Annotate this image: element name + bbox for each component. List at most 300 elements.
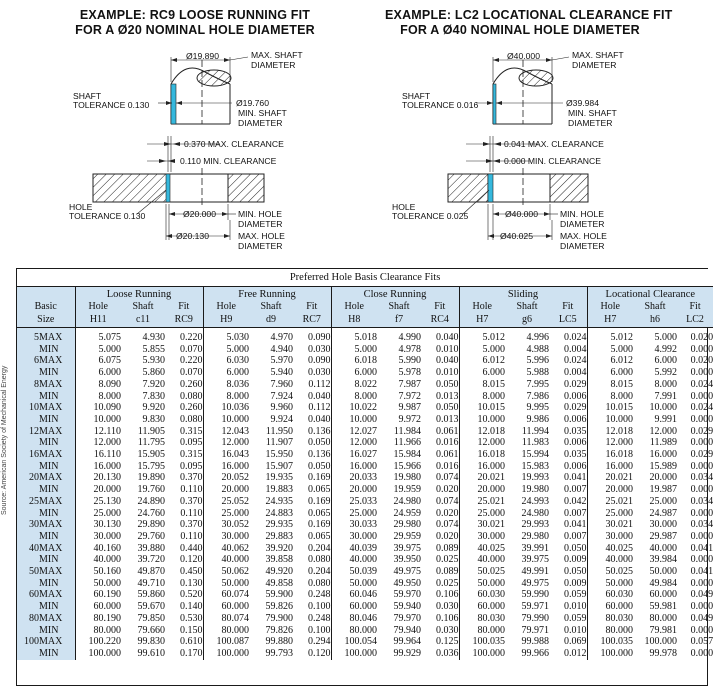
shaft-cell: 16.000 — [649, 449, 677, 461]
hole-cell: 40.025 — [459, 543, 505, 555]
fit-cell: 0.000 — [690, 484, 713, 496]
shaft-cell: 11.795 — [137, 437, 165, 449]
hole-cell: 16.000 — [203, 461, 249, 473]
hole-cell: 20.000 — [75, 484, 121, 496]
table-row — [17, 589, 713, 601]
hole-cell: 100.000 — [587, 648, 633, 660]
example-rc9-title-line2: FOR A Ø20 NOMINAL HOLE DIAMETER — [75, 23, 315, 37]
rc9-min-shaft-label1: MIN. SHAFT — [238, 108, 287, 118]
shaft-cell: 19.980 — [393, 472, 421, 484]
fit-cell: 0.050 — [436, 402, 459, 414]
table-row — [17, 472, 713, 484]
shaft-cell: 5.988 — [526, 367, 549, 379]
table-row — [17, 578, 713, 590]
hole-cell: 8.000 — [331, 391, 377, 403]
shaft-cell: 29.959 — [393, 530, 421, 542]
hole-cell: 60.074 — [203, 589, 249, 601]
lc2-min-clearance: 0.000 MIN. CLEARANCE — [504, 156, 601, 166]
basic-size-cell — [17, 484, 39, 496]
hole-cell: 8.090 — [75, 379, 121, 391]
header-fit-label: Fit — [421, 301, 459, 313]
fit-cell: 0.050 — [564, 566, 587, 578]
rc9-shaft — [171, 60, 231, 124]
table-row — [17, 613, 713, 625]
hole-cell: 60.000 — [331, 601, 377, 613]
basic-size-cell: 12 — [17, 426, 39, 438]
shaft-cell: 10.000 — [649, 402, 677, 414]
hole-cell: 20.021 — [459, 472, 505, 484]
group-free-running: Free Running — [203, 287, 331, 302]
shaft-cell: 80.000 — [649, 612, 677, 624]
fit-cell: 0.065 — [308, 530, 331, 542]
table-row — [17, 367, 713, 379]
shaft-cell: 7.995 — [526, 378, 549, 390]
shaft-cell: 29.883 — [265, 530, 293, 542]
basic-size-cell: 60 — [17, 589, 39, 601]
shaft-cell: 59.970 — [393, 589, 421, 601]
fit-cell: 0.013 — [436, 413, 459, 425]
shaft-cell: 49.710 — [137, 577, 165, 589]
rc9-min-hole-label2: DIAMETER — [238, 219, 283, 229]
shaft-cell: 49.975 — [521, 577, 549, 589]
header-hole-designation: H7 — [587, 313, 633, 328]
header-fit-label: Fit — [549, 301, 587, 313]
hole-cell: 6.000 — [587, 367, 633, 379]
shaft-cell: 11.950 — [265, 425, 293, 437]
shaft-cell: 7.830 — [142, 390, 165, 402]
source-note: Source: American Society of Mechanical Energy — [1, 365, 8, 515]
hole-cell: 5.012 — [459, 328, 505, 344]
table-row — [17, 508, 713, 520]
shaft-cell: 5.000 — [654, 332, 677, 343]
rc9-max-shaft-label1: MAX. SHAFT — [251, 50, 303, 60]
fit-cell: 0.000 — [690, 601, 713, 613]
shaft-cell: 39.950 — [393, 554, 421, 566]
hole-cell: 40.160 — [75, 543, 121, 555]
max-min-cell: MAX — [39, 449, 75, 461]
table-row — [17, 601, 713, 613]
shaft-cell: 15.907 — [265, 460, 293, 472]
max-min-cell: MAX — [39, 328, 75, 344]
fit-cell: 0.006 — [564, 390, 587, 402]
fit-cell: 0.007 — [564, 484, 587, 496]
hole-cell: 50.000 — [587, 578, 633, 590]
hole-cell: 10.000 — [459, 414, 505, 426]
shaft-cell: 24.980 — [521, 507, 549, 519]
hole-cell: 30.130 — [75, 519, 121, 531]
hole-cell: 100.000 — [75, 648, 121, 660]
hole-cell: 80.000 — [459, 625, 505, 637]
fit-cell: 0.000 — [690, 554, 713, 566]
shaft-cell: 79.981 — [649, 624, 677, 636]
example-lc2-title-line2: FOR A Ø40 NOMINAL HOLE DIAMETER — [400, 23, 640, 37]
header-hole-label: Hole — [203, 301, 249, 313]
shaft-cell: 99.964 — [393, 636, 421, 648]
hole-cell: 60.000 — [75, 601, 121, 613]
lc2-min-shaft-label2: DIAMETER — [568, 118, 613, 128]
shaft-cell: 39.975 — [521, 554, 549, 566]
shaft-cell: 79.850 — [137, 612, 165, 624]
fit-cell: 0.112 — [308, 402, 331, 414]
fit-cell: 0.020 — [436, 530, 459, 542]
shaft-cell: 24.935 — [265, 495, 293, 507]
fit-cell: 0.061 — [436, 425, 459, 437]
rc9-min-hole-value: Ø20.000 — [183, 209, 216, 219]
table-row — [17, 484, 713, 496]
header-shaft-designation: g6 — [505, 313, 549, 328]
table-row — [17, 519, 713, 531]
shaft-cell: 24.987 — [649, 507, 677, 519]
header-shaft-label: Shaft — [249, 301, 293, 313]
fit-cell: 0.041 — [564, 519, 587, 531]
hole-cell: 50.000 — [459, 578, 505, 590]
lc2-max-hole-label2: DIAMETER — [560, 241, 605, 251]
shaft-cell: 99.966 — [521, 647, 549, 659]
shaft-cell: 49.975 — [393, 566, 421, 578]
hole-cell: 60.190 — [75, 589, 121, 601]
fit-cell: 0.006 — [564, 437, 587, 449]
shaft-cell: 19.935 — [265, 472, 293, 484]
fit-cell: 0.260 — [180, 402, 203, 414]
shaft-cell: 4.970 — [270, 332, 293, 343]
header-shaft-label: Shaft — [633, 301, 677, 313]
hole-cell: 12.043 — [203, 426, 249, 438]
hole-cell: 40.062 — [203, 543, 249, 555]
fit-cell: 0.040 — [308, 390, 331, 402]
fit-cell: 0.024 — [690, 402, 713, 414]
basic-label: Basic — [17, 301, 75, 313]
shaft-cell: 4.988 — [526, 343, 549, 355]
table-row — [17, 449, 713, 461]
hole-cell: 100.000 — [203, 648, 249, 660]
hole-cell: 16.043 — [203, 449, 249, 461]
basic-size-cell: 6 — [17, 355, 39, 367]
hole-cell: 12.000 — [459, 437, 505, 449]
hole-cell: 30.021 — [459, 519, 505, 531]
shaft-cell: 29.935 — [265, 519, 293, 531]
basic-size-cell: 10 — [17, 402, 39, 414]
fit-cell: 0.315 — [180, 449, 203, 461]
hole-cell: 25.000 — [587, 508, 633, 520]
lc2-hole-tol-label1: HOLE — [392, 202, 416, 212]
fit-cell: 0.065 — [308, 484, 331, 496]
hole-cell: 100.054 — [331, 636, 377, 648]
fit-cell: 0.000 — [690, 413, 713, 425]
fit-cell: 0.000 — [690, 343, 713, 355]
hole-cell: 8.022 — [331, 379, 377, 391]
rc9-min-clearance: 0.110 MIN. CLEARANCE — [180, 156, 277, 166]
hole-cell: 5.030 — [203, 328, 249, 344]
table-row — [17, 344, 713, 356]
hole-cell: 10.015 — [459, 402, 505, 414]
fit-cell: 0.020 — [690, 355, 713, 367]
shaft-cell: 11.994 — [521, 425, 549, 437]
hole-cell: 10.015 — [587, 402, 633, 414]
fit-cell: 0.016 — [436, 437, 459, 449]
rc9-shaft-tolerance-band — [171, 84, 176, 124]
fit-cell: 0.000 — [690, 437, 713, 449]
lc2-shaft — [493, 60, 553, 124]
table-row — [17, 402, 713, 414]
fit-cell: 0.050 — [308, 460, 331, 472]
hole-cell: 16.018 — [587, 449, 633, 461]
fit-cell: 0.006 — [564, 460, 587, 472]
hole-cell: 10.000 — [203, 414, 249, 426]
shaft-cell: 59.940 — [393, 601, 421, 613]
header-fit-designation: RC4 — [421, 313, 459, 328]
max-min-cell: MIN — [39, 461, 75, 473]
fit-cell: 0.000 — [690, 577, 713, 589]
hole-cell: 8.036 — [203, 379, 249, 391]
fit-cell: 0.024 — [690, 378, 713, 390]
hole-cell: 6.012 — [459, 355, 505, 367]
shaft-cell: 29.987 — [649, 530, 677, 542]
fit-cell: 0.150 — [180, 624, 203, 636]
shaft-cell: 7.920 — [142, 378, 165, 390]
fit-cell: 0.125 — [436, 636, 459, 648]
fit-cell: 0.095 — [180, 437, 203, 449]
basic-size-cell — [17, 344, 39, 356]
fit-diagrams — [0, 0, 713, 268]
shaft-cell: 15.950 — [265, 449, 293, 461]
fit-cell: 0.029 — [564, 402, 587, 414]
max-min-cell: MAX — [39, 355, 75, 367]
basic-size-cell — [17, 367, 39, 379]
shaft-cell: 79.940 — [393, 624, 421, 636]
basic-size-cell: 20 — [17, 472, 39, 484]
fit-cell: 0.034 — [690, 495, 713, 507]
fit-cell: 0.029 — [690, 425, 713, 437]
hole-cell: 6.012 — [587, 355, 633, 367]
shaft-cell: 49.870 — [137, 566, 165, 578]
fit-cell: 0.089 — [436, 542, 459, 554]
fit-cell: 0.013 — [436, 390, 459, 402]
basic-size-cell: 30 — [17, 519, 39, 531]
rc9-shaft-tol-label2: TOLERANCE 0.130 — [73, 100, 150, 110]
shaft-cell: 11.966 — [393, 437, 421, 449]
header-shaft-label: Shaft — [377, 301, 421, 313]
hole-cell: 25.000 — [331, 508, 377, 520]
fit-cell: 0.136 — [308, 425, 331, 437]
basic-size-cell — [17, 531, 39, 543]
hole-cell: 12.018 — [459, 426, 505, 438]
shaft-cell: 4.996 — [526, 332, 549, 343]
hole-cell: 8.000 — [203, 391, 249, 403]
max-min-cell: MAX — [39, 566, 75, 578]
fit-cell: 0.140 — [180, 601, 203, 613]
fit-cell: 0.169 — [308, 519, 331, 531]
shaft-cell: 19.890 — [137, 472, 165, 484]
max-min-cell: MAX — [39, 496, 75, 508]
shaft-cell: 8.000 — [654, 378, 677, 390]
basic-size-cell: 100 — [17, 636, 39, 648]
fit-cell: 0.370 — [180, 472, 203, 484]
shaft-cell: 79.970 — [393, 612, 421, 624]
shaft-cell: 11.984 — [393, 425, 421, 437]
fit-cell: 0.070 — [180, 343, 203, 355]
fit-cell: 0.000 — [690, 507, 713, 519]
shaft-cell: 39.880 — [137, 542, 165, 554]
fit-cell: 0.106 — [436, 589, 459, 601]
rc9-hole-block — [93, 168, 264, 208]
fit-cell: 0.120 — [308, 647, 331, 659]
fit-cell: 0.016 — [436, 460, 459, 472]
hole-cell: 8.000 — [75, 391, 121, 403]
hole-cell: 60.030 — [459, 589, 505, 601]
shaft-cell: 29.993 — [521, 519, 549, 531]
hole-cell: 50.000 — [75, 578, 121, 590]
hole-cell: 40.025 — [587, 543, 633, 555]
hole-cell: 25.130 — [75, 496, 121, 508]
shaft-cell: 99.978 — [649, 647, 677, 659]
hole-cell: 5.075 — [75, 328, 121, 344]
hole-cell: 20.000 — [203, 484, 249, 496]
hole-cell: 5.000 — [587, 344, 633, 356]
shaft-cell: 24.980 — [393, 495, 421, 507]
table-row — [17, 426, 713, 438]
basic-size-cell — [17, 625, 39, 637]
basic-size-cell — [17, 508, 39, 520]
hole-cell: 20.052 — [203, 472, 249, 484]
fit-cell: 0.041 — [690, 566, 713, 578]
hole-cell: 16.110 — [75, 449, 121, 461]
fit-cell: 0.530 — [180, 612, 203, 624]
rc9-hole-tol-label2: TOLERANCE 0.130 — [69, 211, 146, 221]
size-label: Size — [17, 313, 75, 328]
shaft-cell: 29.980 — [521, 530, 549, 542]
shaft-cell: 15.984 — [393, 449, 421, 461]
hole-cell: 6.000 — [459, 367, 505, 379]
shaft-cell: 12.000 — [649, 425, 677, 437]
hole-cell: 12.027 — [331, 426, 377, 438]
fit-cell: 0.020 — [690, 332, 713, 343]
fit-cell: 0.110 — [180, 530, 203, 542]
fit-cell: 0.080 — [180, 413, 203, 425]
hole-cell: 100.220 — [75, 636, 121, 648]
group-locational-clearance: Locational Clearance — [587, 287, 713, 302]
hole-cell: 60.030 — [587, 589, 633, 601]
fit-cell: 0.010 — [436, 367, 459, 379]
hole-cell: 80.030 — [587, 613, 633, 625]
shaft-cell: 24.959 — [393, 507, 421, 519]
shaft-cell: 5.978 — [398, 367, 421, 379]
fit-cell: 0.006 — [564, 413, 587, 425]
hole-cell: 5.018 — [331, 328, 377, 344]
header-fit-designation: LC2 — [677, 313, 713, 328]
lc2-max-shaft-label2: DIAMETER — [572, 60, 617, 70]
hole-cell: 12.110 — [75, 426, 121, 438]
hole-cell: 100.000 — [331, 648, 377, 660]
hole-cell: 30.052 — [203, 519, 249, 531]
fit-cell: 0.450 — [180, 566, 203, 578]
fit-cell: 0.024 — [564, 355, 587, 367]
shaft-cell: 4.940 — [270, 343, 293, 355]
shaft-cell: 49.858 — [265, 577, 293, 589]
group-close-running: Close Running — [331, 287, 459, 302]
fit-cell: 0.049 — [690, 612, 713, 624]
hole-cell: 6.000 — [203, 367, 249, 379]
lc2-min-shaft-value: Ø39.984 — [566, 98, 599, 108]
max-min-cell: MIN — [39, 508, 75, 520]
hole-cell: 20.130 — [75, 472, 121, 484]
shaft-cell: 6.000 — [654, 355, 677, 367]
shaft-cell: 39.720 — [137, 554, 165, 566]
shaft-cell: 9.986 — [526, 413, 549, 425]
fit-cell: 0.000 — [690, 530, 713, 542]
header-fit-label: Fit — [165, 301, 203, 313]
max-min-cell: MIN — [39, 601, 75, 613]
header-fit-designation: RC9 — [165, 313, 203, 328]
table-row — [17, 496, 713, 508]
hole-cell: 16.018 — [459, 449, 505, 461]
hole-cell: 10.000 — [331, 414, 377, 426]
fit-cell: 0.025 — [436, 577, 459, 589]
hole-cell: 40.039 — [331, 543, 377, 555]
hole-cell: 40.000 — [587, 554, 633, 566]
header-shaft-label: Shaft — [505, 301, 549, 313]
rc9-min-shaft-label2: DIAMETER — [238, 118, 283, 128]
fit-cell: 0.029 — [564, 378, 587, 390]
shaft-cell: 60.000 — [649, 589, 677, 601]
basic-size-cell — [17, 391, 39, 403]
table-row — [17, 379, 713, 391]
shaft-cell: 5.990 — [398, 355, 421, 367]
hole-cell: 5.000 — [75, 344, 121, 356]
fit-cell: 0.370 — [180, 495, 203, 507]
fit-cell: 0.036 — [436, 647, 459, 659]
max-min-cell: MIN — [39, 367, 75, 379]
fit-cell: 0.610 — [180, 636, 203, 648]
shaft-cell: 7.924 — [270, 390, 293, 402]
shaft-cell: 59.670 — [137, 601, 165, 613]
shaft-cell: 4.990 — [398, 332, 421, 343]
fit-cell: 0.136 — [308, 449, 331, 461]
max-min-cell: MAX — [39, 426, 75, 438]
shaft-cell: 19.987 — [649, 484, 677, 496]
fit-cell: 0.050 — [436, 378, 459, 390]
fit-cell: 0.057 — [690, 636, 713, 648]
fit-cell: 0.080 — [308, 554, 331, 566]
fit-cell: 0.089 — [436, 566, 459, 578]
lc2-shaft-tolerance-band — [493, 84, 496, 124]
hole-cell: 80.030 — [459, 613, 505, 625]
shaft-cell: 24.890 — [137, 495, 165, 507]
fit-cell: 0.204 — [308, 542, 331, 554]
shaft-cell: 19.980 — [521, 484, 549, 496]
hole-cell: 30.000 — [459, 531, 505, 543]
shaft-cell: 79.660 — [137, 624, 165, 636]
shaft-cell: 9.987 — [398, 402, 421, 414]
hole-cell: 10.000 — [75, 414, 121, 426]
hole-cell: 25.000 — [459, 508, 505, 520]
shaft-cell: 29.760 — [137, 530, 165, 542]
shaft-cell: 9.830 — [142, 413, 165, 425]
hole-cell: 100.035 — [587, 636, 633, 648]
fit-cell: 0.030 — [436, 624, 459, 636]
table-caption: Preferred Hole Basis Clearance Fits — [17, 269, 713, 287]
hole-cell: 20.000 — [331, 484, 377, 496]
table-row — [17, 531, 713, 543]
fit-cell: 0.520 — [180, 589, 203, 601]
fit-cell: 0.050 — [308, 437, 331, 449]
header-shaft-designation: h6 — [633, 313, 677, 328]
max-min-cell: MIN — [39, 578, 75, 590]
basic-size-cell: 16 — [17, 449, 39, 461]
shaft-cell: 39.920 — [265, 542, 293, 554]
hole-cell: 60.000 — [459, 601, 505, 613]
fit-cell: 0.035 — [564, 449, 587, 461]
hole-cell: 5.000 — [203, 344, 249, 356]
